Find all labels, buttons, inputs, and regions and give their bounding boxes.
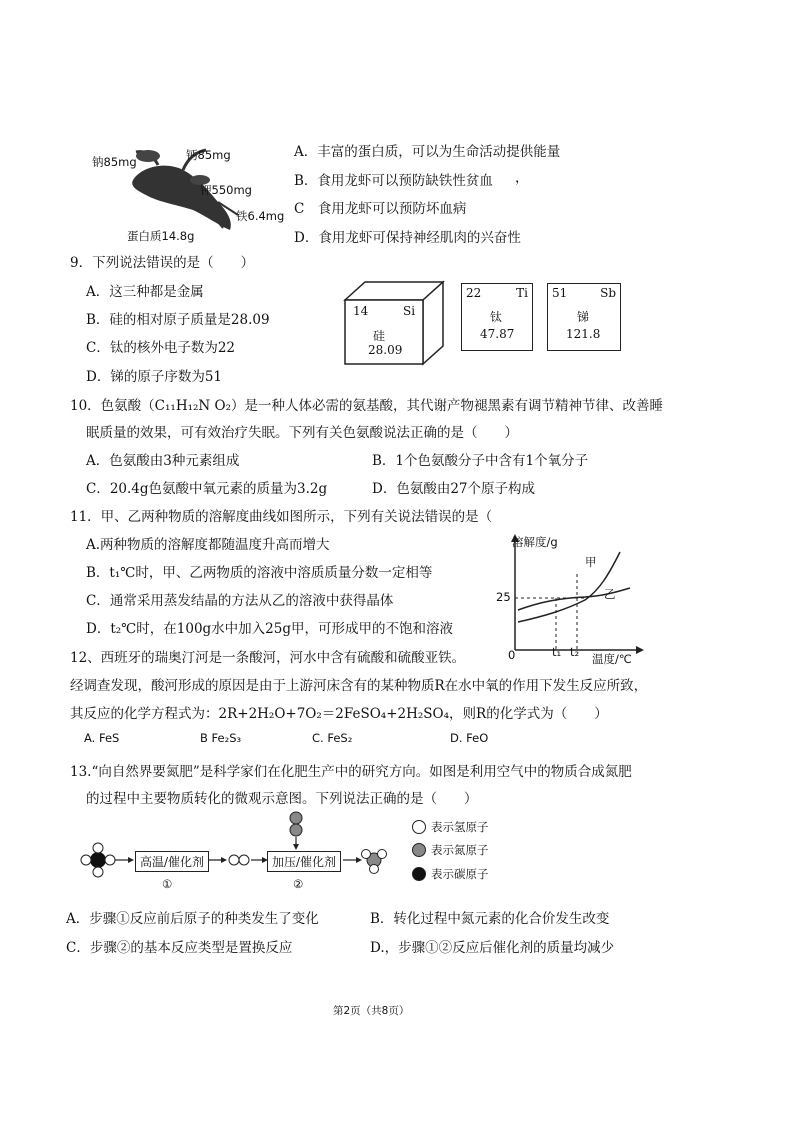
ti-name: 钛 xyxy=(490,310,503,324)
sb-number: 51 xyxy=(552,286,568,300)
label-potassium: 钾550mg xyxy=(200,183,252,197)
q11-option-d: D．t₂℃时，在100g水中加入25g甲，可形成甲的不饱和溶液 xyxy=(86,621,453,637)
q8-option-d: D．食用龙虾可保持神经肌肉的兴奋性 xyxy=(294,230,521,246)
q13-option-b: B．转化过程中氮元素的化合价发生改变 xyxy=(370,911,610,927)
process-diagram xyxy=(78,810,398,900)
q9-option-c: C．钛的核外电子数为22 xyxy=(86,340,236,356)
q13-option-a: A．步骤①反应前后原子的种类发生了变化 xyxy=(66,911,319,927)
q13-option-d: D.，步骤①②反应后催化剂的质量均减少 xyxy=(370,940,615,956)
page-footer: 第2页（共8页） xyxy=(333,1005,410,1017)
si-symbol: Si xyxy=(403,304,416,318)
q8-option-b: B．食用龙虾可以预防缺铁性贫血 xyxy=(294,173,493,189)
q10-stem-line1: 10．色氨酸（C₁₁H₁₂N O₂）是一种人体必需的氨基酸，其代谢产物褪黑素有调节精神节律、改善睡 xyxy=(70,398,664,414)
label-sodium: 钠85mg xyxy=(92,155,137,169)
label-calcium: 钙85mg xyxy=(186,148,231,162)
legend-nitrogen: 表示氮原子 xyxy=(431,843,489,857)
sb-mass: 121.8 xyxy=(566,327,601,341)
ti-mass: 47.87 xyxy=(480,327,515,341)
graph-t1: t₁ xyxy=(552,645,562,659)
q11-option-a: A.两种物质的溶解度都随温度升高而增大 xyxy=(86,537,330,553)
graph-y25: 25 xyxy=(496,590,511,604)
step2-condition: 加压/催化剂 xyxy=(267,851,341,872)
graph-xlabel: 温度/℃ xyxy=(592,652,632,666)
step1-condition: 高温/催化剂 xyxy=(135,851,209,872)
legend-hydrogen-icon xyxy=(412,820,426,834)
q10-option-d: D．色氨酸由27个原子构成 xyxy=(372,481,536,497)
hydrogen-molecule xyxy=(229,855,249,865)
q10-stem-line2: 眠质量的效果，可有效治疗失眠。下列有关色氨酸说法正确的是（ ） xyxy=(86,425,518,441)
ti-number: 22 xyxy=(466,286,482,300)
graph-series-yi: 乙 xyxy=(604,587,616,601)
legend-carbon: 表示碳原子 xyxy=(431,867,489,881)
q12-stem-line1: 12、西班牙的瑞奥汀河是一条酸河，河水中含有硫酸和硫酸亚铁。 xyxy=(70,650,466,666)
graph-origin: 0 xyxy=(508,648,516,662)
q9-option-d: D．锑的原子序数为51 xyxy=(86,369,223,385)
nitrogen-molecule xyxy=(290,812,302,836)
graph-series-jia: 甲 xyxy=(585,555,597,569)
q12-stem-line2: 经调查发现，酸河形成的原因是由于上游河床含有的某种物质R在水中氧的作用下发生反应所致， xyxy=(70,678,648,694)
si-name: 硅 xyxy=(373,329,386,343)
ammonia-molecule xyxy=(362,850,387,874)
graph-t2: t₂ xyxy=(570,645,580,659)
element-card-ti xyxy=(461,283,533,351)
q12-option-c: C. FeS₂ xyxy=(312,731,353,745)
q8-option-b-mark: ， xyxy=(515,170,529,186)
label-iron: 铁6.4mg xyxy=(236,209,285,223)
label-protein: 蛋白质14.8g xyxy=(127,229,195,243)
q12-stem-line3: 其反应的化学方程式为：2R+2H₂O+7O₂＝2FeSO₄+2H₂SO₄，则R的化学式为（ ） xyxy=(70,706,608,722)
legend-nitrogen-icon xyxy=(412,843,426,857)
step1-number: ① xyxy=(162,877,173,891)
q9-option-b: B．硅的相对原子质量是28.09 xyxy=(86,312,270,328)
q8-option-a: A．丰富的蛋白质，可以为生命活动提供能量 xyxy=(294,144,561,160)
sb-symbol: Sb xyxy=(600,286,616,300)
si-number: 14 xyxy=(353,304,369,318)
q10-option-a: A．色氨酸由3种元素组成 xyxy=(86,453,240,469)
element-card-sb xyxy=(547,283,621,351)
q9-option-a: A．这三种都是金属 xyxy=(86,284,204,300)
q13-stem-line2: 的过程中主要物质转化的微观示意图。下列说法正确的是（ ） xyxy=(86,791,478,807)
q10-option-c: C．20.4g色氨酸中氧元素的质量为3.2g xyxy=(86,481,328,497)
ti-symbol: Ti xyxy=(516,286,528,300)
q9-stem: 9．下列说法错误的是（ ） xyxy=(70,255,255,271)
si-mass: 28.09 xyxy=(368,343,403,357)
q11-option-c: C．通常采用蒸发结晶的方法从乙的溶液中获得晶体 xyxy=(86,593,394,609)
q12-option-d: D. FeO xyxy=(450,731,489,745)
q12-option-a: A. FeS xyxy=(84,731,120,745)
sb-name: 锑 xyxy=(577,310,590,324)
q10-option-b: B．1个色氨酸分子中含有1个氧分子 xyxy=(372,453,589,469)
legend-carbon-icon xyxy=(412,867,426,881)
q8-option-c: C 食用龙虾可以预防坏血病 xyxy=(294,201,467,217)
q12-option-b: B Fe₂S₃ xyxy=(200,731,242,745)
step2-number: ② xyxy=(293,877,304,891)
legend-hydrogen: 表示氢原子 xyxy=(431,820,489,834)
q13-stem-line1: 13.“向自然界要氮肥”是科学家们在化肥生产中的研究方向。如图是利用空气中的物质合成氮肥 xyxy=(70,764,632,780)
graph-ylabel: 溶解度/g xyxy=(512,535,558,549)
q11-option-b: B．t₁℃时，甲、乙两物质的溶液中溶质质量分数一定相等 xyxy=(86,565,433,581)
q11-stem: 11．甲、乙两种物质的溶解度曲线如图所示，下列有关说法错误的是（ xyxy=(70,509,493,525)
methane-molecule xyxy=(81,843,115,877)
q13-option-c: C．步骤②的基本反应类型是置换反应 xyxy=(66,940,293,956)
